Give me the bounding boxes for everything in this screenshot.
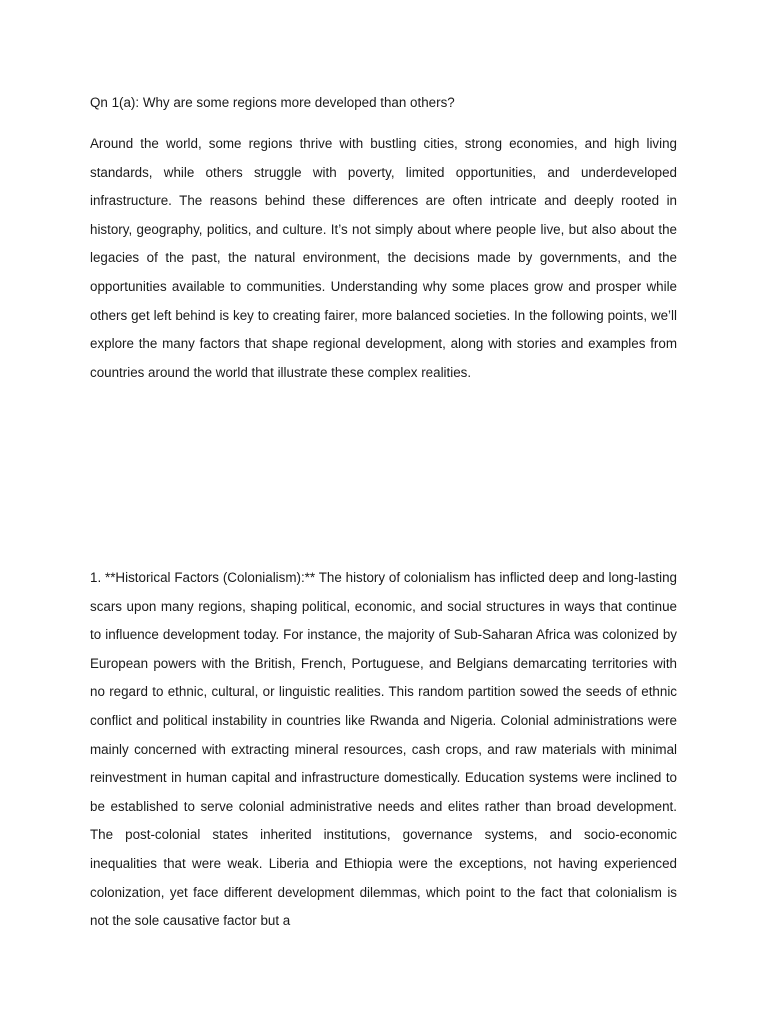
point-1-paragraph: 1. **Historical Factors (Colonialism):** The history of colonialism has inflicted deep and long-lasting scars upon many regions, shaping political, economic, and social structures in ways that continue to influence development today. For instance, the majority of Sub-Saharan Africa was colonized by European powers with the British, French, Portuguese, and Belgians demarcating territories with no regard to ethnic, cultural, or linguistic realities. This random partition sowed the seeds of ethnic conflict and political instability in countries like Rwanda and Nigeria. Colonial administrations were mainly concerned with extracting mineral resources, cash crops, and raw materials with minimal reinvestment in human capital and infrastructure domestically. Education systems were inclined to be established to serve colonial administrative needs and elites rather than broad development. The post-colonial states inherited institutions, governance systems, and socio-economic inequalities that were weak. Liberia and Ethiopia were the exceptions, not having experienced colonization, yet face different development dilemmas, which point to the fact that colonialism is not the sole causative factor but a [90,570,677,929]
intro-paragraph: Around the world, some regions thrive with bustling cities, strong economies, and high living standards, while others struggle with poverty, limited opportunities, and underdeveloped infrastructure. The reasons behind these differences are often intricate and deeply rooted in history, geography, politics, and culture. It’s not simply about where people live, but also about the legacies of the past, the natural environment, the decisions made by governments, and the opportunities available to communities. Understanding why some places grow and prosper while others get left behind is key to creating fairer, more balanced societies. In the following points, we’ll explore the many factors that shape regional development, along with stories and examples from countries around the world that illustrate these complex realities. [90,136,677,380]
question-heading: Qn 1(a): Why are some regions more developed than others? [90,95,455,110]
